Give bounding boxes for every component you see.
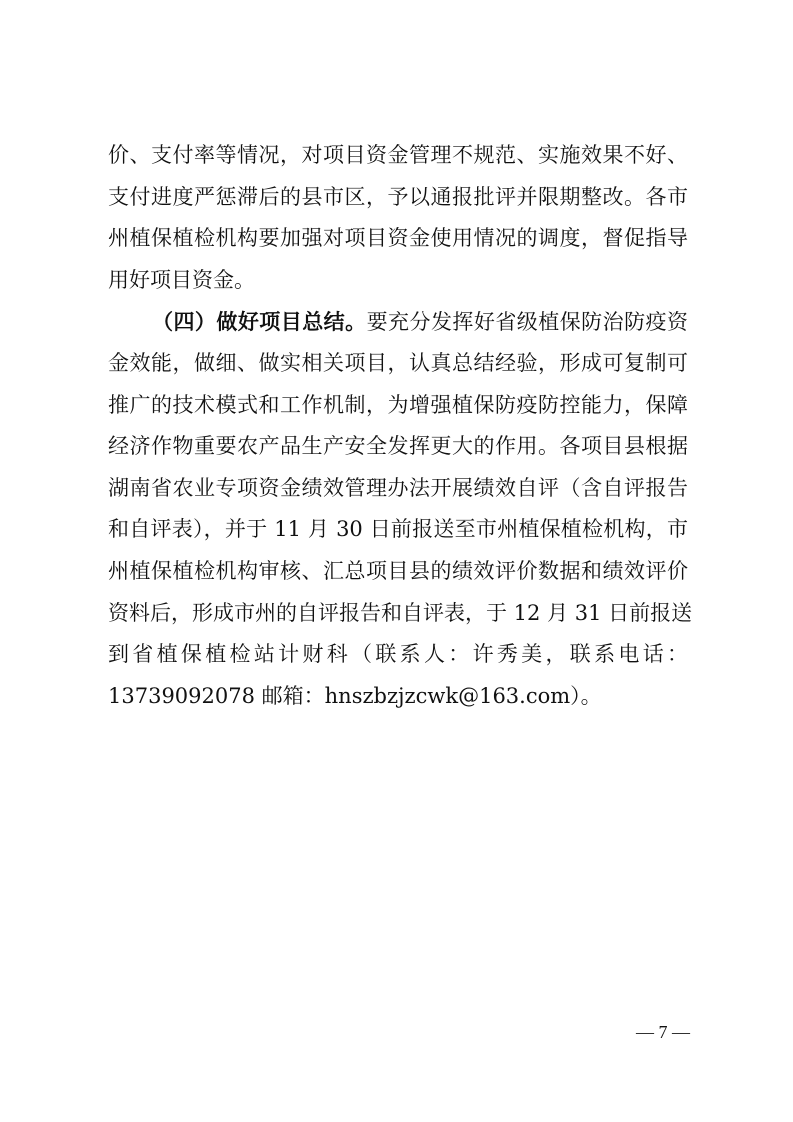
paragraph-2-line-3: 推广的技术模式和工作机制，为增强植保防疫防控能力，保障 [108,392,688,417]
paragraph-2-line-8: 资料后，形成市州的自评报告和自评表，于 12 月 31 日前报送 [108,600,693,625]
paragraph-2-line-1-text: 要充分发挥好省级植保防治防疫资 [366,310,689,335]
paragraph-2-line-2: 金效能，做细、做实相关项目，认真总结经验，形成可复制可 [108,350,688,375]
paragraph-2-line-1 [108,301,688,343]
paragraph-2-line-10: 13739092078 邮箱：hnszbzjzcwk@163.com）。 [108,683,602,708]
paragraph-2-line-9: 到省植保植检站计财科（联系人：许秀美，联系电话： [108,642,688,667]
paragraph-1-line-2: 支付进度严惩滞后的县市区，予以通报批评并限期整改。各市 [108,184,688,209]
page-number: — 7 — [636,1022,690,1042]
paragraph-2-line-7: 州植保植检机构审核、汇总项目县的绩效评价数据和绩效评价 [108,558,688,583]
paragraph-1-line-3: 州植保植检机构要加强对项目资金使用情况的调度，督促指导 [108,226,688,251]
paragraph-1-line-1: 价、支付率等情况，对项目资金管理不规范、实施效果不好、 [108,143,688,167]
paragraph-2-line-6: 和自评表），并于 11 月 30 日前报送至市州植保植检机构，市 [108,517,688,542]
paragraph-2-line-5: 湖南省农业专项资金绩效管理办法开展绩效自评（含自评报告 [108,475,688,500]
paragraph-2-line-4: 经济作物重要农产品生产安全发挥更大的作用。各项目县根据 [108,434,688,459]
section-heading: （四）做好项目总结。 [152,309,367,335]
paragraph-1-line-4: 用好项目资金。 [108,267,255,292]
document-body [108,135,693,717]
